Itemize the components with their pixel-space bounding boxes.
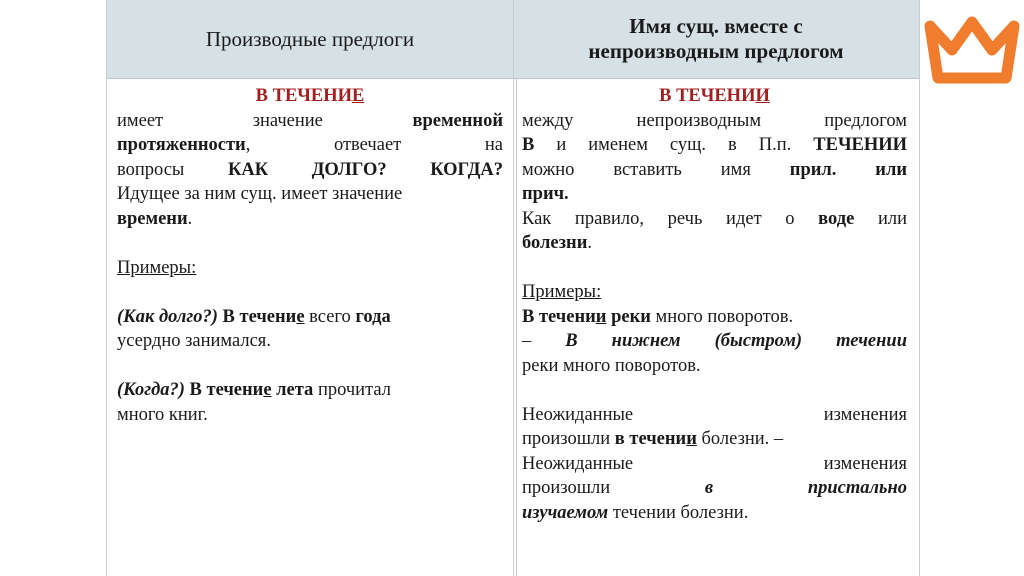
left-title: В ТЕЧЕНИЕ [255, 86, 365, 106]
header-col1-text: Производные предлоги [205, 26, 415, 51]
left-p1-line5: времени. [117, 208, 193, 229]
header-noun-with-preposition [514, 0, 918, 78]
right-example1-line3: реки много поворотов. [522, 355, 701, 376]
left-p1-line1: имеет значение временной [117, 110, 503, 131]
right-example2-line2: произошли в течении болезни. – [522, 429, 784, 449]
right-p1-line5: Как правило, речь идет о воде или [522, 208, 908, 229]
header-derived-prepositions [107, 0, 513, 78]
left-example2-line2: много книг. [117, 404, 208, 425]
right-p1-line4: прич. [522, 184, 569, 204]
right-example2-line1: Неожиданные изменения [522, 404, 907, 425]
header-col2-line2: непроизводным предлогом [588, 39, 844, 63]
crown-icon [922, 14, 1022, 86]
right-title: В ТЕЧЕНИИ [659, 86, 770, 106]
right-example2-line4: произошли в пристально [522, 478, 907, 498]
right-example2-line3: Неожиданные изменения [522, 453, 907, 474]
right-cell [522, 84, 907, 525]
left-cell [117, 84, 503, 427]
left-p1-line2: протяженности, отвечает на [117, 135, 503, 155]
column-divider-inner [516, 78, 517, 576]
right-p1-line1: между непроизводным предлогом [522, 110, 907, 131]
left-p1-line3: вопросы КАК ДОЛГО? КОГДА? [117, 159, 504, 180]
right-examples-label: Примеры: [522, 282, 602, 302]
header-col2-line1: Имя сущ. вместе с [629, 14, 803, 38]
right-example1-line1: В течении реки много поворотов. [522, 306, 794, 327]
left-example2-line1: (Когда?) В течение лета прочитал [117, 380, 391, 400]
column-divider [513, 0, 514, 576]
right-p1-line6: болезни. [522, 233, 592, 253]
right-example1-line2: – В нижнем (быстром) течении [522, 331, 907, 351]
right-p1-line2: В и именем сущ. в П.п. ТЕЧЕНИИ [522, 135, 908, 155]
left-examples-label: Примеры: [117, 257, 197, 278]
left-p1-line4: Идущее за ним сущ. имеет значение [117, 184, 403, 204]
left-example1-line2: усердно занимался. [117, 331, 271, 351]
right-example2-line5: изучаемом течении болезни. [522, 502, 749, 523]
left-example1-line1: (Как долго?) В течение всего года [117, 306, 391, 327]
comparison-table [106, 0, 920, 576]
right-p1-line3: можно вставить имя прил. или [522, 159, 907, 180]
